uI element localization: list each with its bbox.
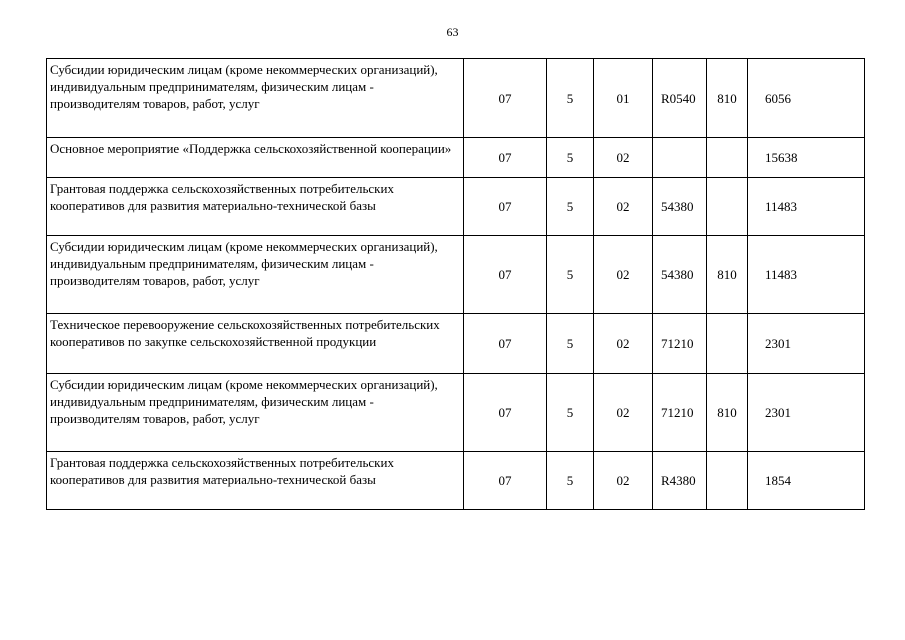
table-row [47, 178, 865, 236]
amount-cell: 15638 [748, 138, 865, 178]
program-cell: 5 [547, 452, 594, 510]
target-cell: 54380 [653, 236, 707, 314]
row-name-cell: Основное мероприятие «Поддержка сельскохозяйственной кооперации» [47, 138, 464, 178]
amount-cell: 11483 [748, 236, 865, 314]
subprogram-cell: 02 [594, 138, 653, 178]
target-cell: 54380 [653, 178, 707, 236]
table-row [47, 314, 865, 374]
table-row [47, 59, 865, 138]
section-cell: 07 [464, 374, 547, 452]
section-cell: 07 [464, 59, 547, 138]
section-cell: 07 [464, 236, 547, 314]
target-cell: R0540 [653, 59, 707, 138]
section-cell: 07 [464, 452, 547, 510]
subprogram-cell: 02 [594, 452, 653, 510]
row-name-cell: Субсидии юридическим лицам (кроме некоммерческих организаций), индивидуальным предпринимателям, физическим лицам - производителям товаров, работ, услуг [47, 236, 464, 314]
expense-type-cell: 810 [707, 236, 748, 314]
section-cell: 07 [464, 178, 547, 236]
program-cell: 5 [547, 138, 594, 178]
amount-cell: 6056 [748, 59, 865, 138]
table-row [47, 236, 865, 314]
amount-cell: 1854 [748, 452, 865, 510]
amount-cell: 2301 [748, 374, 865, 452]
program-cell: 5 [547, 178, 594, 236]
subprogram-cell: 02 [594, 236, 653, 314]
table-row [47, 452, 865, 510]
row-name-cell: Субсидии юридическим лицам (кроме некоммерческих организаций), индивидуальным предпринимателям, физическим лицам - производителям товаров, работ, услуг [47, 374, 464, 452]
expense-type-cell [707, 178, 748, 236]
row-name-cell: Грантовая поддержка сельскохозяйственных потребительских кооперативов для развития материально-технической базы [47, 452, 464, 510]
target-cell: 71210 [653, 314, 707, 374]
program-cell: 5 [547, 59, 594, 138]
expense-type-cell: 810 [707, 59, 748, 138]
row-name-cell: Техническое перевооружение сельскохозяйственных потребительских кооперативов по закупке сельскохозяйственной продукции [47, 314, 464, 374]
row-name-cell: Грантовая поддержка сельскохозяйственных потребительских кооперативов для развития материально-технической базы [47, 178, 464, 236]
program-cell: 5 [547, 236, 594, 314]
table-row [47, 374, 865, 452]
subprogram-cell: 02 [594, 374, 653, 452]
expense-type-cell [707, 452, 748, 510]
target-cell: R4380 [653, 452, 707, 510]
expense-type-cell [707, 314, 748, 374]
subprogram-cell: 02 [594, 178, 653, 236]
row-name-cell: Субсидии юридическим лицам (кроме некоммерческих организаций), индивидуальным предпринимателям, физическим лицам - производителям товаров, работ, услуг [47, 59, 464, 138]
section-cell: 07 [464, 138, 547, 178]
expense-type-cell: 810 [707, 374, 748, 452]
program-cell: 5 [547, 374, 594, 452]
target-cell: 71210 [653, 374, 707, 452]
program-cell: 5 [547, 314, 594, 374]
expense-type-cell [707, 138, 748, 178]
table-row [47, 138, 865, 178]
page-number: 63 [446, 25, 459, 39]
target-cell [653, 138, 707, 178]
subprogram-cell: 01 [594, 59, 653, 138]
budget-table [46, 58, 865, 510]
subprogram-cell: 02 [594, 314, 653, 374]
section-cell: 07 [464, 314, 547, 374]
amount-cell: 2301 [748, 314, 865, 374]
amount-cell: 11483 [748, 178, 865, 236]
